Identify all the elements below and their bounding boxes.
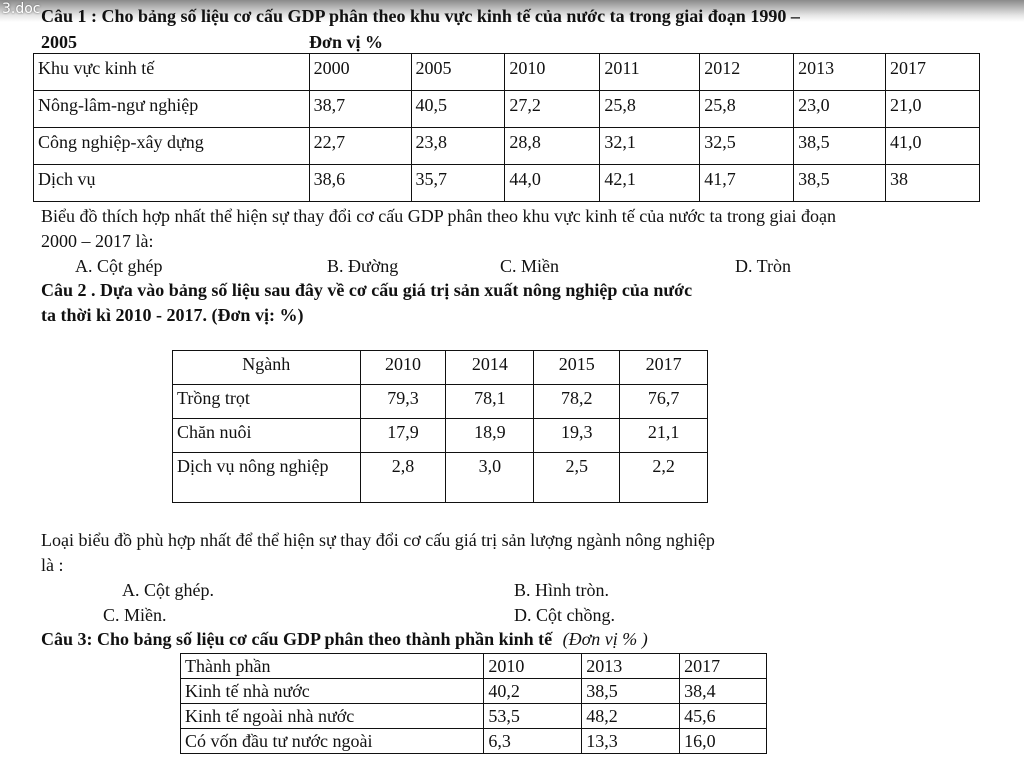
header-cell: Khu vực kinh tế xyxy=(34,54,310,91)
table-cell: Trồng trọt xyxy=(173,385,361,419)
header-cell: Ngành xyxy=(173,351,361,385)
q2-title-line1: Câu 2 . Dựa vào bảng số liệu sau đây về cơ cấu giá trị sản xuất nông nghiệp của nước xyxy=(41,280,693,300)
q3-table xyxy=(180,653,767,754)
table-cell: 2,2 xyxy=(620,453,708,503)
table-cell: 78,1 xyxy=(446,385,534,419)
table-cell: 32,5 xyxy=(700,128,794,165)
q1-option-d: D. Tròn xyxy=(735,256,792,276)
q1-question-line2: 2000 – 2017 là: xyxy=(41,231,154,251)
table-row xyxy=(181,729,767,754)
header-cell: 2017 xyxy=(886,54,980,91)
table-cell: 53,5 xyxy=(484,704,582,729)
q2-option-d: D. Cột chồng. xyxy=(514,605,615,625)
header-cell: 2010 xyxy=(484,654,582,679)
table-cell: 27,2 xyxy=(505,91,600,128)
table-row xyxy=(173,453,708,503)
table-cell: 17,9 xyxy=(360,419,446,453)
header-cell: 2015 xyxy=(534,351,620,385)
q1-table xyxy=(33,53,980,202)
q2-option-c: C. Miền. xyxy=(103,605,167,625)
table-header-row xyxy=(181,654,767,679)
header-cell: 2010 xyxy=(360,351,446,385)
table-row xyxy=(34,91,980,128)
header-cell: 2011 xyxy=(600,54,700,91)
header-cell: 2005 xyxy=(411,54,505,91)
table-cell: 2,8 xyxy=(360,453,446,503)
q2-question-line1: Loại biểu đồ phù hợp nhất để thể hiện sự thay đổi cơ cấu giá trị sản lượng ngành nông nghiệp xyxy=(41,530,715,550)
q1-option-b: B. Đường xyxy=(327,256,399,276)
table-cell: 38,6 xyxy=(309,165,411,202)
table-cell: Chăn nuôi xyxy=(173,419,361,453)
table-cell: 22,7 xyxy=(309,128,411,165)
table-row xyxy=(173,419,708,453)
q3-title-main: Câu 3: Cho bảng số liệu cơ cấu GDP phân theo thành phần kinh tế xyxy=(41,629,553,649)
table-cell: 79,3 xyxy=(360,385,446,419)
header-cell: 2013 xyxy=(794,54,886,91)
q3-unit: (Đơn vị % ) xyxy=(562,629,648,649)
header-cell: 2014 xyxy=(446,351,534,385)
q1-title-line1: Câu 1 : Cho bảng số liệu cơ cấu GDP phân theo khu vực kinh tế của nước ta trong giai đoạn 1990 – xyxy=(41,6,800,26)
header-cell: 2012 xyxy=(700,54,794,91)
table-cell: 3,0 xyxy=(446,453,534,503)
table-cell: 6,3 xyxy=(484,729,582,754)
table-cell: 42,1 xyxy=(600,165,700,202)
table-cell: 41,7 xyxy=(700,165,794,202)
table-row xyxy=(173,385,708,419)
q1-title-line2: 2005 xyxy=(41,32,77,52)
table-cell: 25,8 xyxy=(600,91,700,128)
header-cell: Thành phần xyxy=(181,654,484,679)
table-cell: 21,0 xyxy=(886,91,980,128)
table-cell: 38,5 xyxy=(794,128,886,165)
table-cell: 13,3 xyxy=(582,729,680,754)
table-cell: Nông-lâm-ngư nghiệp xyxy=(34,91,310,128)
table-cell: 40,2 xyxy=(484,679,582,704)
table-cell: 41,0 xyxy=(886,128,980,165)
q2-option-b: B. Hình tròn. xyxy=(514,580,610,600)
table-cell: 38,5 xyxy=(582,679,680,704)
table-cell: 25,8 xyxy=(700,91,794,128)
q2-question-line2: là : xyxy=(41,555,64,575)
table-header-row xyxy=(34,54,980,91)
table-cell: 76,7 xyxy=(620,385,708,419)
table-cell: 18,9 xyxy=(446,419,534,453)
table-cell: 78,2 xyxy=(534,385,620,419)
table-cell: 23,8 xyxy=(411,128,505,165)
header-cell: 2013 xyxy=(582,654,680,679)
table-row xyxy=(34,165,980,202)
header-cell: 2017 xyxy=(680,654,767,679)
table-cell: 16,0 xyxy=(680,729,767,754)
table-row xyxy=(181,704,767,729)
table-row xyxy=(181,679,767,704)
header-cell: 2010 xyxy=(505,54,600,91)
q3-title xyxy=(41,629,648,650)
table-row xyxy=(34,128,980,165)
header-cell: 2017 xyxy=(620,351,708,385)
q1-unit: Đơn vị % xyxy=(309,32,383,52)
table-cell: Kinh tế nhà nước xyxy=(181,679,484,704)
q1-option-c: C. Miền xyxy=(500,256,560,276)
table-cell: 38,7 xyxy=(309,91,411,128)
table-cell: 35,7 xyxy=(411,165,505,202)
table-cell: 32,1 xyxy=(600,128,700,165)
table-cell: 44,0 xyxy=(505,165,600,202)
table-cell: Dịch vụ nông nghiệp xyxy=(173,453,361,503)
q1-option-a: A. Cột ghép xyxy=(75,256,163,276)
table-cell: 2,5 xyxy=(534,453,620,503)
q2-table xyxy=(172,350,708,503)
table-cell: 38 xyxy=(886,165,980,202)
table-cell: Dịch vụ xyxy=(34,165,310,202)
header-cell: 2000 xyxy=(309,54,411,91)
table-cell: 19,3 xyxy=(534,419,620,453)
table-cell: Kinh tế ngoài nhà nước xyxy=(181,704,484,729)
table-cell: 38,4 xyxy=(680,679,767,704)
file-name: 3.doc xyxy=(2,1,41,17)
q2-option-a: A. Cột ghép. xyxy=(122,580,214,600)
table-cell: Có vốn đầu tư nước ngoài xyxy=(181,729,484,754)
table-cell: 48,2 xyxy=(582,704,680,729)
table-cell: 23,0 xyxy=(794,91,886,128)
table-cell: 38,5 xyxy=(794,165,886,202)
table-header-row xyxy=(173,351,708,385)
table-cell: 21,1 xyxy=(620,419,708,453)
table-cell: 40,5 xyxy=(411,91,505,128)
table-cell: 45,6 xyxy=(680,704,767,729)
q1-question-line1: Biểu đồ thích hợp nhất thể hiện sự thay đổi cơ cấu GDP phân theo khu vực kinh tế của nước ta trong giai đoạn xyxy=(41,206,836,226)
table-cell: Công nghiệp-xây dựng xyxy=(34,128,310,165)
q2-title-line2: ta thời kì 2010 - 2017. (Đơn vị: %) xyxy=(41,305,304,325)
table-cell: 28,8 xyxy=(505,128,600,165)
